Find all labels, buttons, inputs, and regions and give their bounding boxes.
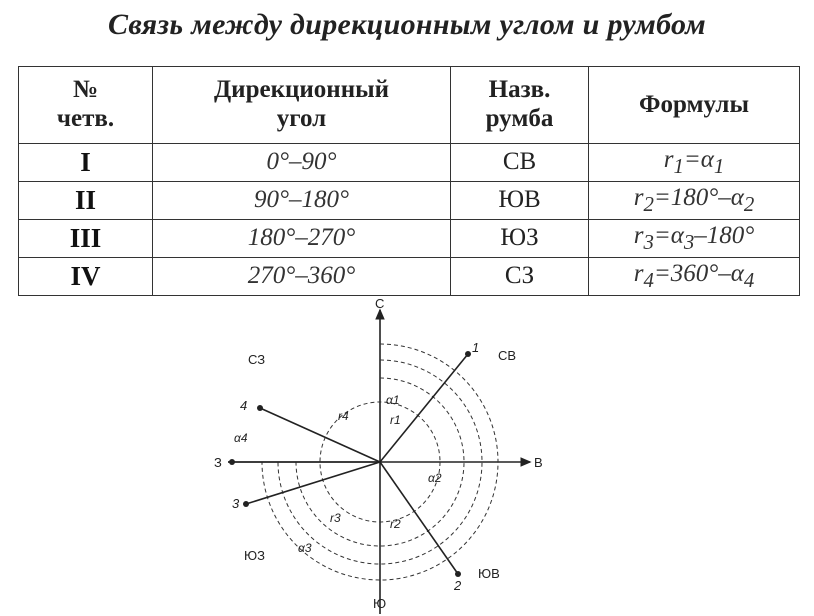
angle-cell: 90°–180°: [153, 182, 451, 220]
label-south: Ю: [373, 596, 387, 611]
point-4: [257, 405, 263, 411]
label-se: ЮВ: [478, 566, 500, 581]
alpha1-label: α1: [386, 393, 400, 407]
label-ne: СВ: [498, 348, 517, 363]
rhumb-cell: ЮЗ: [451, 220, 589, 258]
header-quarter-line2: четв.: [56, 105, 115, 132]
rhumb-cell: СВ: [451, 144, 589, 182]
point-3-label: 3: [232, 496, 240, 511]
point-2: [455, 571, 461, 577]
formula-cell: $r_3=\alpha_3-180^\circ$: [589, 220, 800, 258]
header-rhumb-line2: румба: [485, 105, 554, 132]
alpha4-label: α4: [234, 431, 248, 445]
direction-line-3: [246, 462, 380, 504]
formula-cell: $r_4=360^\circ-\alpha_4$: [589, 258, 800, 296]
label-nw: СЗ: [248, 352, 266, 367]
header-quarter-line1: №: [72, 76, 99, 104]
point-1-label: 1: [472, 340, 480, 355]
point-4-label: 4: [240, 398, 248, 413]
relation-table: [18, 66, 800, 296]
header-rhumb: [451, 67, 589, 144]
header-quarter: [19, 67, 153, 144]
point-2-label: 2: [454, 578, 462, 593]
r2-label: r2: [390, 517, 401, 531]
quarter-cell: II: [19, 182, 153, 220]
table-header-row: [19, 67, 800, 144]
point-3: [243, 501, 249, 507]
header-angle-line2: угол: [276, 105, 327, 132]
table-row: [19, 220, 800, 258]
rhumb-cell: СЗ: [451, 258, 589, 296]
formula-cell: $r_1=\alpha_1$: [589, 144, 800, 182]
header-angle: [153, 67, 451, 144]
point-west: [229, 459, 235, 465]
direction-line-4: [260, 408, 380, 462]
point-1: [465, 351, 471, 357]
r1-label: r1: [390, 413, 401, 427]
page-title: Связь между дирекционным углом и румбом: [108, 8, 706, 41]
angle-cell: 0°–90°: [153, 144, 451, 182]
label-west: З: [214, 455, 222, 470]
header-angle-line1: Дирекционный: [213, 76, 390, 104]
r4-label: r4: [338, 409, 349, 423]
table-row: [19, 144, 800, 182]
r3-label: r3: [330, 511, 341, 525]
quarter-cell: III: [19, 220, 153, 258]
rhumb-cell: ЮВ: [451, 182, 589, 220]
angle-cell: 180°–270°: [153, 220, 451, 258]
alpha3-label: α3: [298, 541, 312, 555]
label-north: С: [375, 296, 385, 311]
header-formula-line1: Формулы: [639, 90, 749, 118]
table-row: [19, 182, 800, 220]
alpha2-label: α2: [428, 471, 442, 485]
table-row: [19, 258, 800, 296]
rhumb-diagram: [200, 296, 560, 616]
quarter-cell: I: [19, 144, 153, 182]
formula-cell: $r_2=180^\circ-\alpha_2$: [589, 182, 800, 220]
angle-cell: 270°–360°: [153, 258, 451, 296]
quarter-cell: IV: [19, 258, 153, 296]
header-rhumb-line1: Назв.: [488, 76, 551, 104]
header-formula: [589, 67, 800, 144]
label-sw: ЮЗ: [244, 548, 265, 563]
label-east: В: [534, 455, 543, 470]
